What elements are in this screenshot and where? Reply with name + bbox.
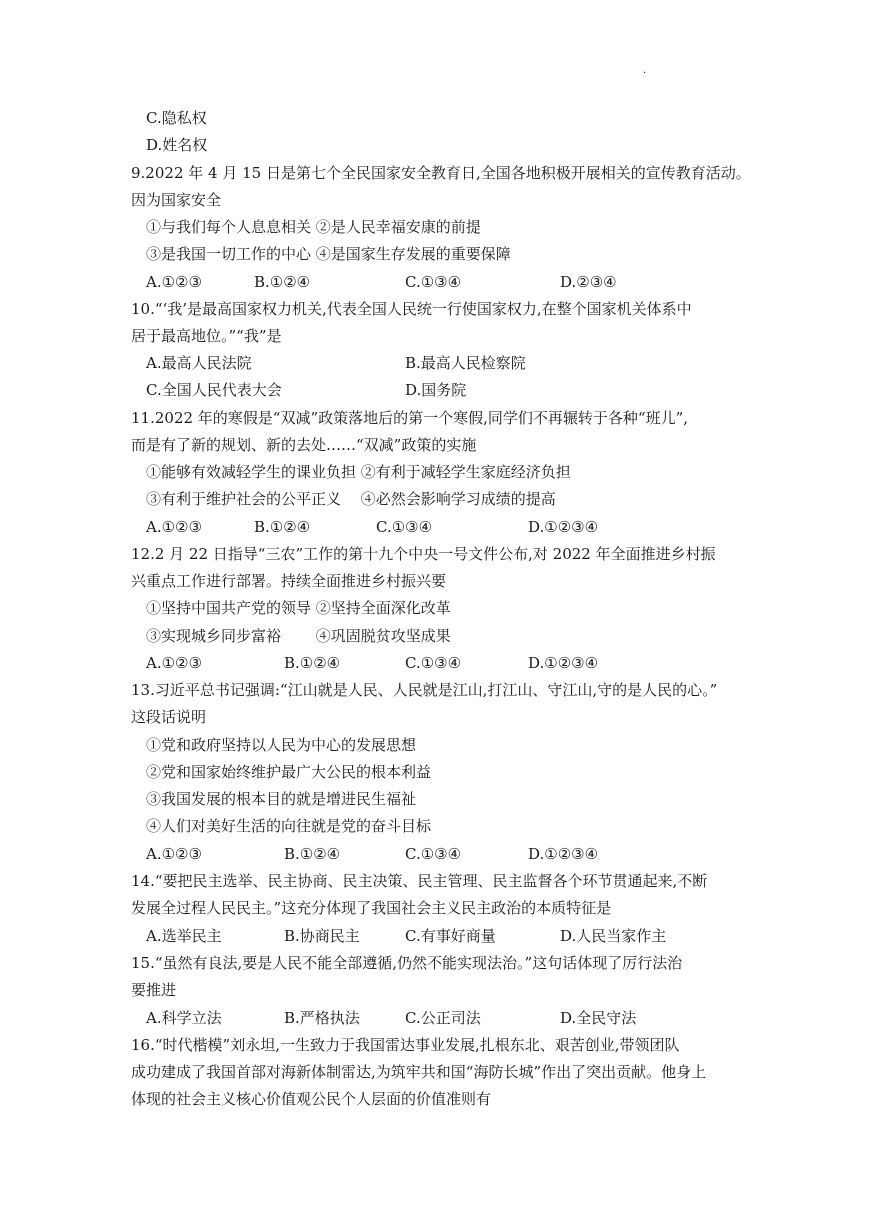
q9-option-c: C.①③④ (405, 273, 462, 291)
q15-stem-1: 15.“虽然有良法,要是人民不能全部遵循,仍然不能实现法治。”这句话体现了厉行法治 (131, 954, 683, 972)
q12-option-a: A.①②③ (146, 654, 202, 672)
option-d: D.姓名权 (146, 136, 208, 154)
q13-item-3: ③我国发展的根本目的就是增进民生福祉 (146, 790, 417, 808)
q9-item-1: ①与我们每个人息息相关 ②是人民幸福安康的前提 (146, 218, 481, 236)
q15-option-c: C.公正司法 (405, 1009, 481, 1027)
q9-stem-2: 因为国家安全 (131, 191, 222, 209)
q13-option-b: B.①②④ (284, 845, 341, 863)
q13-item-1: ①党和政府坚持以人民为中心的发展思想 (146, 736, 417, 754)
q10-option-b: B.最高人民检察院 (405, 354, 526, 372)
q11-item-1: ①能够有效减轻学生的课业负担 ②有利于减轻学生家庭经济负担 (146, 463, 571, 481)
q9-option-b: B.①②④ (254, 273, 311, 291)
q9-item-2: ③是我国一切工作的中心 ④是国家生存发展的重要保障 (146, 245, 511, 263)
q14-option-d: D.人民当家作主 (560, 927, 667, 945)
q13-item-4: ④人们对美好生活的向往就是党的奋斗目标 (146, 817, 432, 835)
q13-stem-1: 13.习近平总书记强调:“江山就是人民、人民就是江山,打江山、守江山,守的是人民的心。” (131, 681, 718, 699)
q14-option-a: A.选举民主 (146, 927, 222, 945)
q9-option-a: A.①②③ (146, 273, 202, 291)
q9-stem-1: 9.2022 年 4 月 15 日是第七个全民国家安全教育日,全国各地积极开展相关的宣传教育活动。 (131, 164, 751, 182)
q12-item-2: ③实现城乡同步富裕 ④巩固脱贫攻坚成果 (146, 627, 451, 645)
q15-option-a: A.科学立法 (146, 1009, 222, 1027)
q9-option-d: D.②③④ (560, 273, 617, 291)
q13-option-d: D.①②③④ (528, 845, 599, 863)
q10-option-c: C.全国人民代表大会 (146, 381, 282, 399)
q12-stem-1: 12.2 月 22 日指导“三农”工作的第十九个中央一号文件公布,对 2022 年全面推进乡村振 (131, 545, 716, 563)
q15-option-d: D.全民守法 (560, 1009, 637, 1027)
q12-option-c: C.①③④ (405, 654, 462, 672)
q15-option-b: B.严格执法 (284, 1009, 360, 1027)
q12-option-b: B.①②④ (284, 654, 341, 672)
q11-stem-1: 11.2022 年的寒假是“双减”政策落地后的第一个寒假,同学们不再辗转于各种“班儿”, (131, 409, 689, 427)
q14-option-c: C.有事好商量 (405, 927, 496, 945)
q11-option-c: C.①③④ (376, 518, 433, 536)
q12-item-1: ①坚持中国共产党的领导 ②坚持全面深化改革 (146, 599, 451, 617)
q14-stem-1: 14.“要把民主选举、民主协商、民主决策、民主管理、民主监督各个环节贯通起来,不断 (131, 872, 708, 890)
q13-item-2: ②党和国家始终维护最广大公民的根本利益 (146, 763, 432, 781)
q13-option-a: A.①②③ (146, 845, 202, 863)
q11-stem-2: 而是有了新的规划、新的去处……“双减”政策的实施 (131, 436, 477, 454)
q10-option-d: D.国务院 (405, 381, 467, 399)
page-mark: . (643, 65, 647, 76)
option-c: C.隐私权 (146, 109, 207, 127)
q14-option-b: B.协商民主 (284, 927, 360, 945)
q12-stem-2: 兴重点工作进行部署。持续全面推进乡村振兴要 (131, 572, 447, 590)
q15-stem-2: 要推进 (131, 981, 177, 999)
q16-stem-1: 16.“时代楷模”刘永坦,一生致力于我国雷达事业发展,扎根东北、艰苦创业,带领团队 (131, 1036, 680, 1054)
q13-stem-2: 这段话说明 (131, 708, 207, 726)
q10-stem-1: 10.“‘我’是最高国家权力机关,代表全国人民统一行使国家权力,在整个国家机关体系中 (131, 300, 692, 318)
q11-option-d: D.①②③④ (528, 518, 599, 536)
q11-option-b: B.①②④ (254, 518, 311, 536)
q10-option-a: A.最高人民法院 (146, 354, 252, 372)
q10-stem-2: 居于最高地位。”“我”是 (131, 327, 282, 345)
q14-stem-2: 发展全过程人民民主。”这充分体现了我国社会主义民主政治的本质特征是 (131, 899, 612, 917)
q12-option-d: D.①②③④ (528, 654, 599, 672)
q11-option-a: A.①②③ (146, 518, 202, 536)
q16-stem-3: 体现的社会主义核心价值观公民个人层面的价值准则有 (131, 1090, 492, 1108)
q13-option-c: C.①③④ (405, 845, 462, 863)
q11-item-2: ③有利于维护社会的公平正义 ④必然会影响学习成绩的提高 (146, 490, 556, 508)
q16-stem-2: 成功建成了我国首部对海新体制雷达,为筑牢共和国“海防长城”作出了突出贡献。他身上 (131, 1063, 707, 1081)
